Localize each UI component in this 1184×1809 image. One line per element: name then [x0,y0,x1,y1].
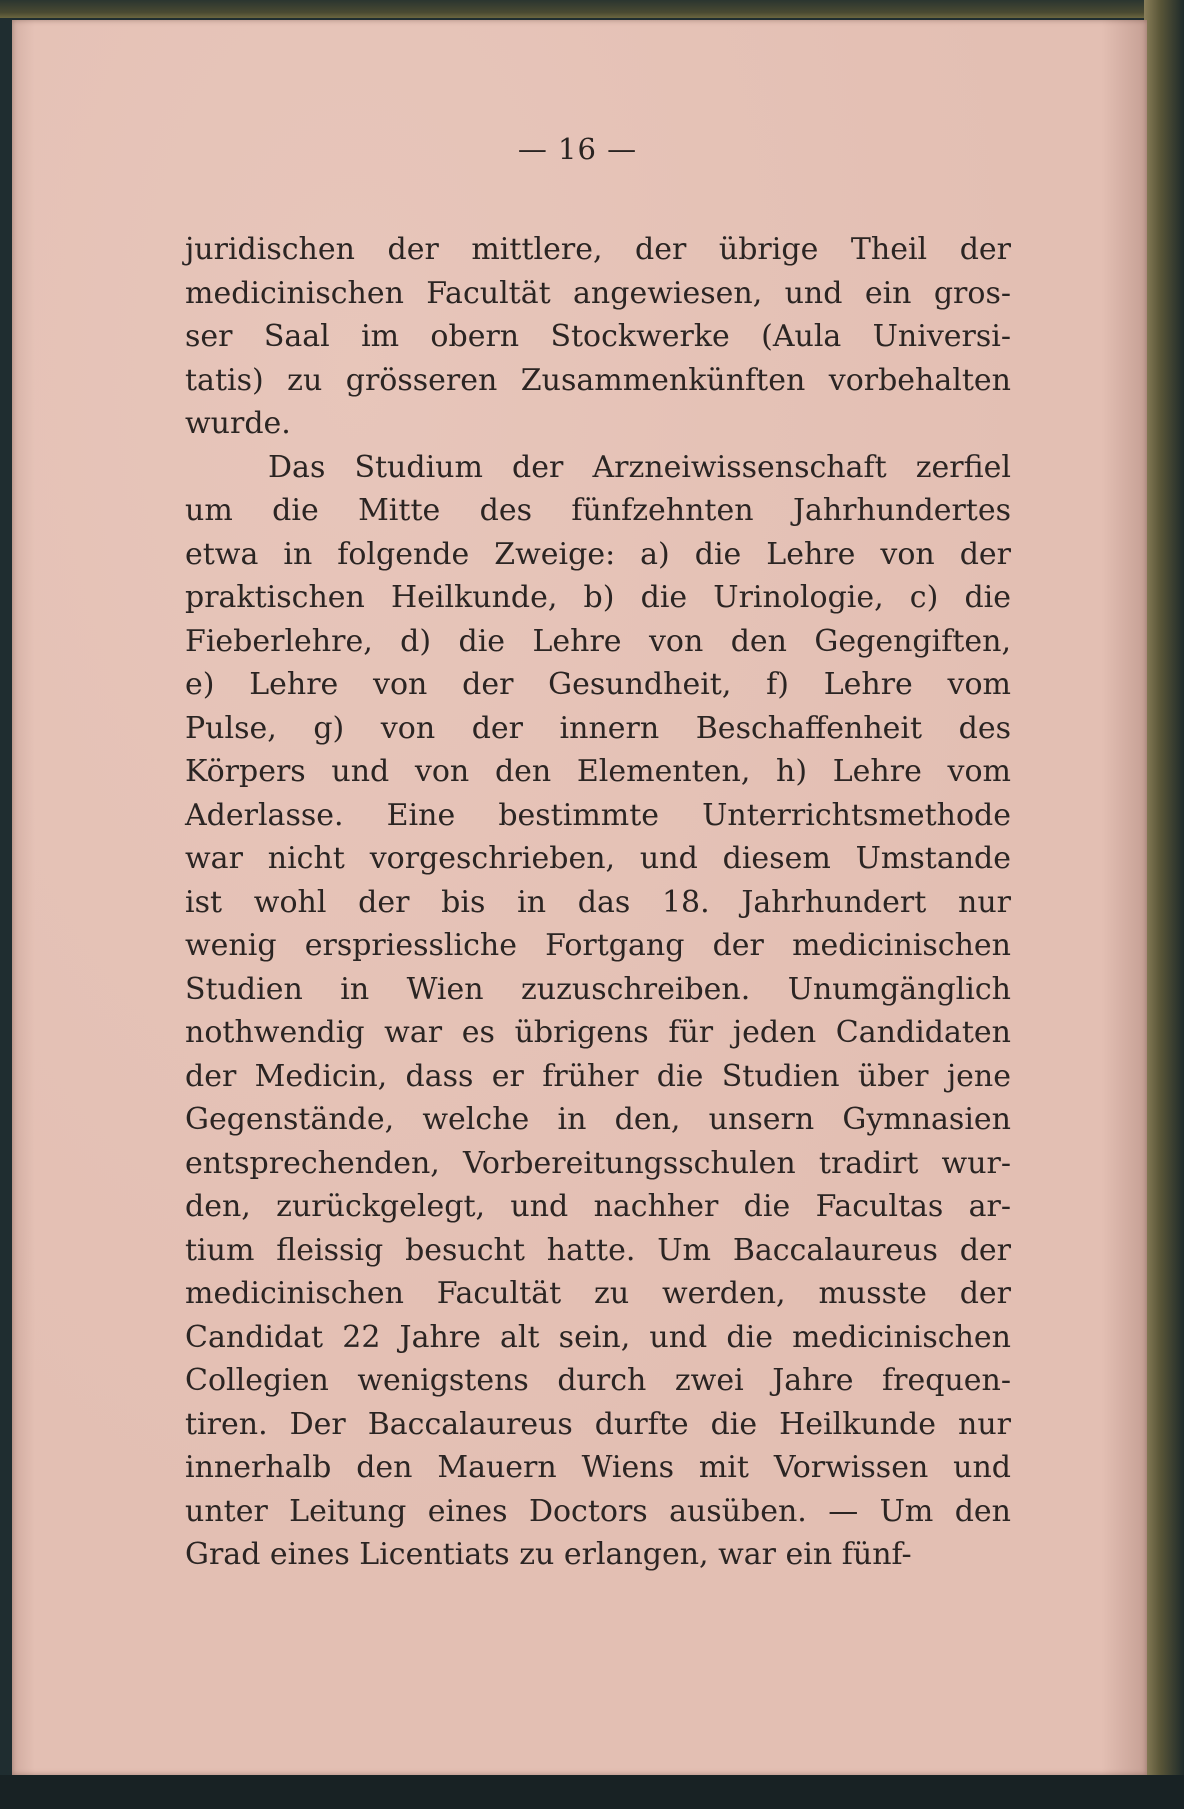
scan-bottom-edge [0,1775,1184,1809]
page-number: — 16 — [517,132,638,166]
text-line-paragraph-start: Das Studium der Arzneiwissenschaft zerfiel [268,449,1011,485]
text-line: Studien in Wien zuzuschreiben. Unumgänglich [185,971,1011,1007]
text-line: juridischen der mittlere, der übrige Theil der [185,232,1011,267]
text-line: Aderlasse. Eine bestimmte Unterrichtsmethode [185,797,1011,833]
text-line: Candidat 22 Jahre alt sein, und die medicinischen [185,1319,1011,1355]
text-line: um die Mitte des fünfzehnten Jahrhundertes [185,493,1011,528]
text-line: tiren. Der Baccalaureus durfte die Heilkunde nur [185,1406,1011,1442]
text-line: Körpers und von den Elementen, h) Lehre vom [185,754,1011,789]
text-line: ser Saal im obern Stockwerke (Aula Universi- [185,319,1011,354]
text-line: tium fleissig besucht hatte. Um Baccalaureus der [185,1232,1011,1268]
text-line: entsprechenden, Vorbereitungsschulen tradirt wur- [185,1145,1011,1181]
text-line: wurde. [185,406,291,441]
text-line: e) Lehre von der Gesundheit, f) Lehre vom [185,667,1011,702]
text-line: medicinischen Facultät angewiesen, und ein gros- [185,275,1011,311]
text-line: innerhalb den Mauern Wiens mit Vorwissen und [185,1450,1011,1485]
text-line: nothwendig war es übrigens für jeden Candidaten [185,1015,1011,1050]
text-line: tatis) zu grösseren Zusammenkünften vorbehalten [185,362,1011,398]
text-line: Fieberlehre, d) die Lehre von den Gegengiften, [185,623,1011,659]
text-line: medicinischen Facultät zu werden, musste der [185,1276,1011,1311]
text-line: Collegien wenigstens durch zwei Jahre frequen- [185,1363,1011,1398]
text-line: wenig erspriessliche Fortgang der medicinischen [185,928,1011,963]
text-line: unter Leitung eines Doctors ausüben. — Um den [185,1493,1011,1529]
text-line: praktischen Heilkunde, b) die Urinologie, c) die [185,580,1011,615]
body-text [185,228,1011,1577]
text-line: Pulse, g) von der innern Beschaffenheit des [185,710,1011,746]
text-line: Gegenstände, welche in den, unsern Gymnasien [185,1102,1011,1137]
text-line: Grad eines Licentiats zu erlangen, war ein fünf- [185,1537,912,1572]
book-cover-edge [0,0,1184,18]
text-line: der Medicin, dass er früher die Studien über jene [185,1058,1011,1094]
text-line: etwa in folgende Zweige: a) die Lehre von der [185,536,1011,572]
book-spine-edge [1144,0,1184,1809]
text-line: ist wohl der bis in das 18. Jahrhundert nur [185,884,1011,920]
text-line: war nicht vorgeschrieben, und diesem Umstande [185,841,1011,876]
text-line: den, zurückgelegt, und nachher die Facultas ar- [185,1189,1011,1224]
